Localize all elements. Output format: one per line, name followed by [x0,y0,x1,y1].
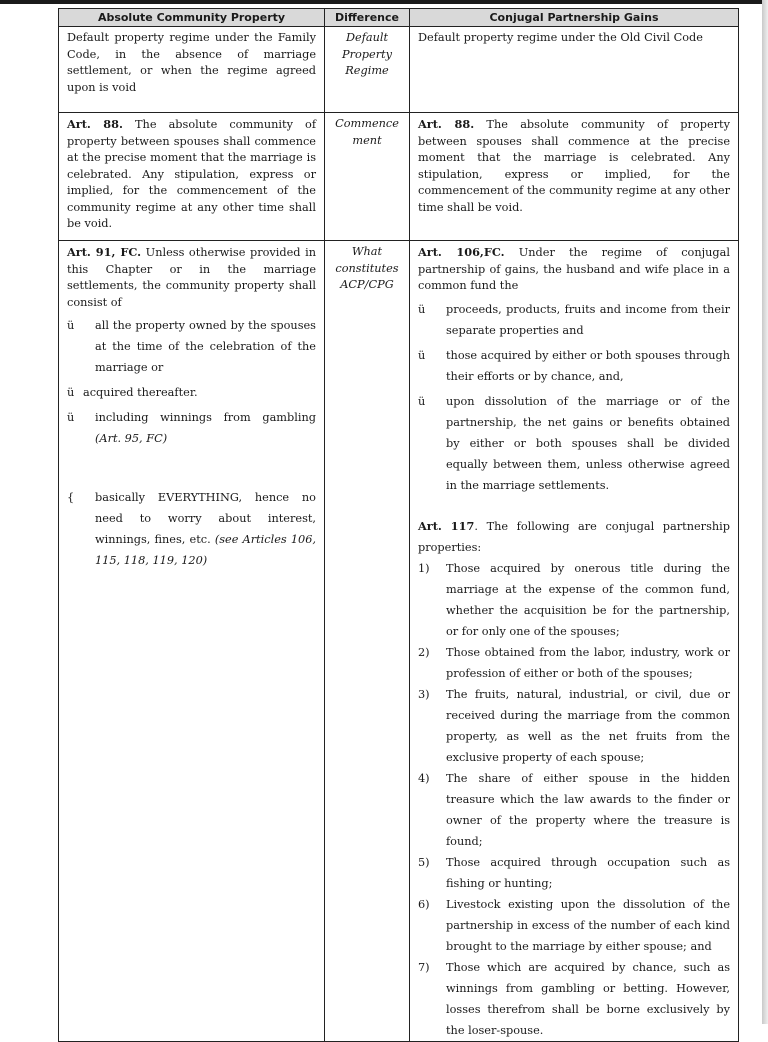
cpg-art106-text: Under the regime of conjugal partnership of gains, the husband and wife place in a common fund the [418,246,730,292]
row-commencement [59,113,739,241]
cpg-art117-item [418,852,730,894]
cpg-art117-item-number: 7) [418,960,430,974]
cpg-art117-item-text: Those which are acquired by chance, such as winnings from gambling or betting. However, losses therefrom shall be borne exclusively by the loser-spouse. [446,960,730,1037]
acp-bullet-1 [67,315,316,378]
header-row [59,9,739,27]
cpg-art117-item-number: 3) [418,687,430,701]
acp-art91-label: Art. 91, FC. [67,245,142,259]
acp-art91-text: Unless otherwise provided in this Chapter or in the marriage settlements, the community property shall consist of [67,246,316,309]
acp-constitutes-cell [59,241,325,1042]
acp-default-cell: Default property regime under the Family Code, in the absence of marriage settlement, or when the regime agreed upon is void [59,27,325,113]
acp-commencement-cell [59,113,325,241]
cpg-art117-item [418,558,730,642]
difference-commencement: Commence ment [325,113,410,241]
top-rule [0,0,768,4]
cpg-default-cell: Default property regime under the Old Civil Code [410,27,739,113]
checkmark-bullet-icon: ü [418,394,426,408]
cpg-art117-list [418,558,730,1041]
cpg-art117-item [418,894,730,957]
cpg-art117-item-text: Livestock existing upon the dissolution of the partnership in excess of the number of each kind brought to the marriage by either spouse; and [446,897,730,953]
acp-bullet-3-text: including winnings from gambling [95,411,316,424]
cpg-art117-item [418,768,730,852]
acp-bullet-3-citation: (Art. 95, FC) [95,432,168,445]
cpg-art117-text: . The following are conjugal partnership properties: [418,519,730,554]
row-what-constitutes [59,241,739,1042]
cpg-bullet-3 [418,391,730,496]
acp-bullet-1-text: all the property owned by the spouses at the time of the celebration of the marriage or [95,319,316,374]
difference-default: Default Property Regime [325,27,410,113]
cpg-art117-item [418,642,730,684]
cpg-art117-item-text: The share of either spouse in the hidden treasure which the law awards to the finder or owner of the property where the treasure is found; [446,771,730,848]
cpg-art117-label: Art. 117 [418,518,475,533]
cpg-art117-item-number: 1) [418,561,430,575]
acp-note-text: basically EVERYTHING, hence no need to worry about interest, winnings, fines, etc. [95,491,316,546]
acp-art88-text: The absolute community of property between spouses shall commence at the precise moment that the marriage is celebrated. Any stipulation, express or implied, for the commencement of the community regime at any other time shall be void. [67,118,317,230]
cpg-art88-text: The absolute community of property between spouses shall commence at the precise moment that the marriage is celebrated. Any stipulation, express or implied, for the commencement of the community regime at any other time shall be void. [418,118,730,214]
cpg-art106-label: Art. 106,FC. [418,245,505,259]
row-default-regime [59,27,739,113]
header-difference: Difference [325,9,410,27]
cpg-bullet-1-text: proceeds, products, fruits and income from their separate properties and [446,302,730,337]
cpg-art117-item-text: The fruits, natural, industrial, or civil, due or received during the marriage from the common property, as well as the net fruits from the exclusive property of each spouse; [446,687,730,764]
header-cpg: Conjugal Partnership Gains [410,9,739,27]
cpg-bullet-1 [418,299,730,341]
acp-note [67,487,316,571]
cpg-art117-item [418,684,730,768]
cpg-art117-item-text: Those acquired through occupation such as fishing or hunting; [446,855,730,890]
acp-art91-intro [67,244,316,311]
cpg-commencement-cell [410,113,739,241]
cpg-art117-item-text: Those acquired by onerous title during the marriage at the expense of the common fund, whether the acquisition be for the partnership, or for only one of the spouses; [446,561,730,638]
acp-bullet-2-text: acquired thereafter. [83,386,198,399]
checkmark-bullet-icon: ü [67,386,75,399]
comparison-table [58,8,739,1042]
checkmark-bullet-icon: ü [67,319,75,332]
checkmark-bullet-icon: ü [67,411,75,424]
checkmark-bullet-icon: ü [418,302,426,316]
cpg-bullet-2 [418,345,730,387]
cpg-art117-item-number: 5) [418,855,430,869]
header-acp: Absolute Community Property [59,9,325,27]
acp-bullet-2 [67,382,316,403]
brace-bullet-icon: { [67,491,75,504]
cpg-art117-item-text: Those obtained from the labor, industry, work or profession of either or both of the spouses; [446,645,730,680]
cpg-art106-intro [418,244,730,295]
cpg-constitutes-cell [410,241,739,1042]
acp-note-citation: (see Articles 106, 115, 118, 119, 120) [95,533,316,567]
checkmark-bullet-icon: ü [418,348,426,362]
cpg-art117-item [418,957,730,1041]
cpg-art117-intro [418,516,730,558]
cpg-art117-item-number: 4) [418,771,430,785]
cpg-bullet-2-text: those acquired by either or both spouses through their efforts or by chance, and, [446,348,730,383]
cpg-art117-item-number: 2) [418,645,430,659]
acp-bullet-3 [67,407,316,449]
cpg-art117-item-number: 6) [418,897,430,911]
cpg-bullet-3-text: upon dissolution of the marriage or of the partnership, the net gains or benefits obtained by either or both spouses shall be divided equally between them, unless otherwise agreed in the marriage settlements. [446,394,730,492]
acp-art88-label: Art. 88. [67,117,123,131]
cpg-art88-label: Art. 88. [418,117,475,131]
difference-what-constitutes: What constitutes ACP/CPG [325,241,410,1042]
page-edge-shadow [762,0,768,1024]
